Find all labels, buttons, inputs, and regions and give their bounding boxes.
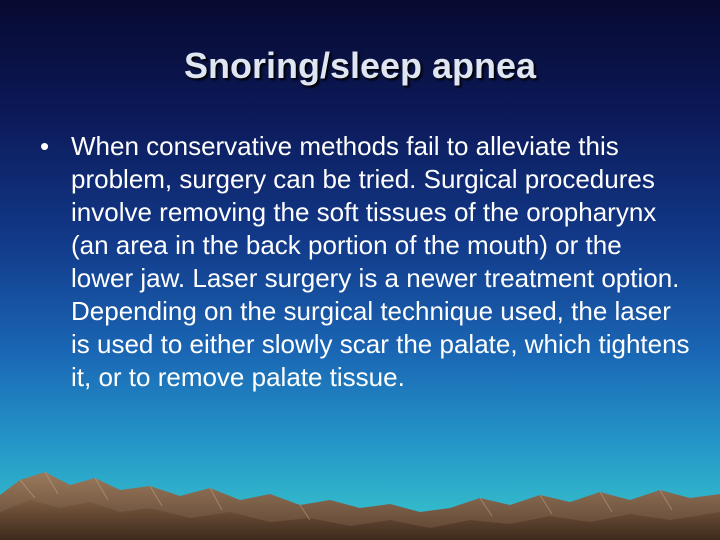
bullet-marker: • <box>40 131 50 161</box>
mountain-decoration <box>0 450 720 540</box>
slide-title: Snoring/sleep apnea <box>183 45 537 86</box>
bullet-list <box>40 130 690 394</box>
bullet-item <box>40 130 690 394</box>
bullet-text: When conservative methods fail to alleviate this problem, surgery can be tried. Surgical procedures involve removing the soft tissues of the oropharynx (an area in the back portion of the mouth) or the lower jaw. Laser surgery is a newer treatment option. Depending on the surgical technique used, the laser is used to either slowly scar the palate, which tightens it, or to remove palate tissue. <box>71 131 690 392</box>
